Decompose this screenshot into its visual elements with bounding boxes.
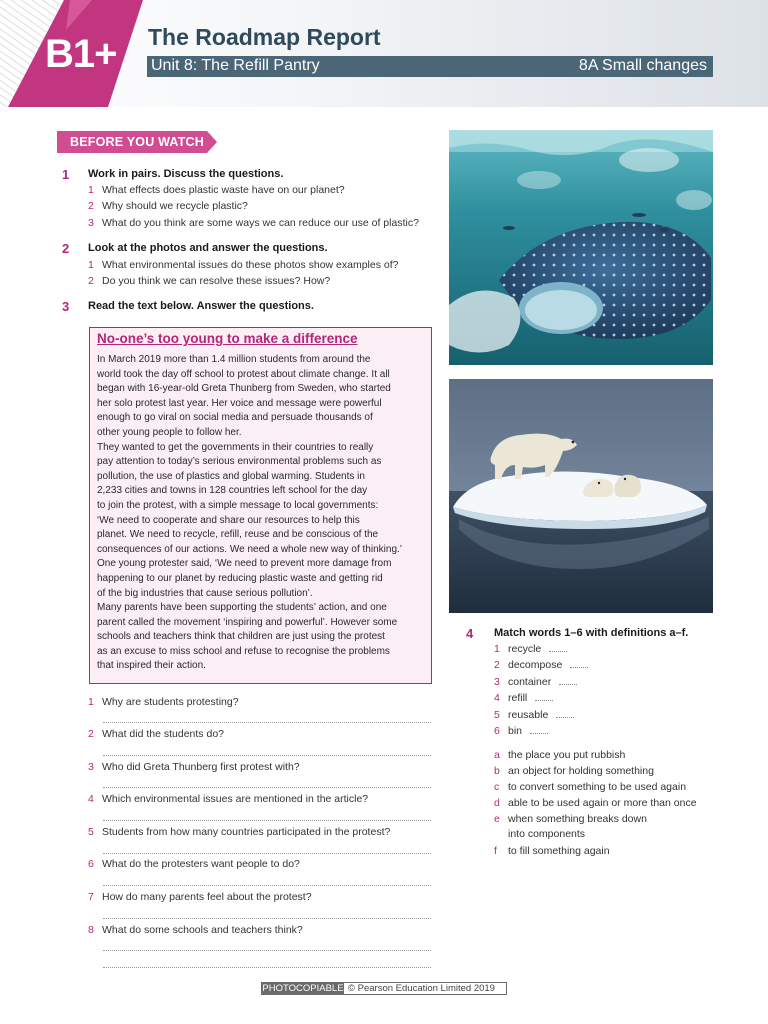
question-heading: Match words 1–6 with definitions a–f.	[494, 627, 689, 639]
definition-item-continued: into components	[508, 828, 586, 840]
answer-line[interactable]	[103, 722, 431, 723]
article-line: as an excuse to miss school and refuse to recognise the problems	[97, 645, 390, 657]
article-line: other young people to follow her.	[97, 426, 242, 438]
article-body	[97, 353, 427, 674]
comprehension-question: 7 How do many parents feel about the protest?	[88, 891, 312, 903]
article-line: of the big industries that cause serious pollution’.	[97, 587, 313, 599]
definition-item: b an object for holding something	[494, 765, 654, 777]
definition-item: d able to be used again or more than once	[494, 797, 697, 809]
page-title: The Roadmap Report	[148, 24, 381, 50]
question-number: 2	[62, 241, 70, 256]
unit-title: Unit 8: The Refill Pantry	[151, 57, 320, 74]
answer-line[interactable]	[103, 787, 431, 788]
question-heading: Read the text below. Answer the questions.	[88, 300, 314, 312]
article-line: Many parents have been supporting the students’ action, and one	[97, 602, 387, 614]
photocopiable-label: PHOTOCOPIABLE	[262, 983, 344, 994]
discussion-item: 3 What do you think are some ways we can reduce our use of plastic?	[88, 217, 419, 229]
article-line: planet. We need to recycle, refill, reuse and be conscious of the	[97, 529, 379, 541]
article-line: pay attention to today’s serious environmental problems such as	[97, 456, 382, 468]
article-line: her solo protest last year. Her voice and message were powerful	[97, 397, 382, 409]
answer-line[interactable]	[103, 853, 431, 854]
article-line: 2,233 cities and towns in 128 countries left school for the day	[97, 485, 368, 497]
match-blank[interactable]	[570, 660, 588, 668]
level-label: B1+	[45, 32, 117, 76]
comprehension-question: 4 Which environmental issues are mentioned in the article?	[88, 793, 369, 805]
match-blank[interactable]	[549, 644, 567, 652]
answer-line[interactable]	[103, 967, 431, 968]
discussion-item: 1 What environmental issues do these photos show examples of?	[88, 259, 399, 271]
question-number: 1	[62, 167, 70, 182]
comprehension-question: 1 Why are students protesting?	[88, 696, 239, 708]
definition-item: a the place you put rubbish	[494, 749, 626, 761]
comprehension-question: 8 What do some schools and teachers think?	[88, 924, 303, 936]
match-word: 1 recycle	[494, 643, 567, 655]
answer-line[interactable]	[103, 885, 431, 886]
section-tag	[57, 131, 217, 153]
unit-bar	[147, 56, 713, 77]
discussion-item: 1 What effects does plastic waste have on our planet?	[88, 184, 345, 196]
match-word: 2 decompose	[494, 659, 588, 671]
comprehension-question: 2 What did the students do?	[88, 728, 224, 740]
discussion-item: 2 Why should we recycle plastic?	[88, 200, 248, 212]
comprehension-question: 6 What do the protesters want people to do?	[88, 858, 300, 870]
match-blank[interactable]	[535, 693, 553, 701]
article-line: schools and teachers think that children are just using the protest	[97, 631, 385, 643]
definition-item: f to fill something again	[494, 845, 610, 857]
question-heading: Work in pairs. Discuss the questions.	[88, 168, 284, 180]
match-word: 3 container	[494, 676, 577, 688]
article-line: happening to our planet by reducing plastic waste and getting rid	[97, 572, 383, 584]
article-line: consequences of our actions. We need a whole new way of thinking.’	[97, 543, 402, 555]
article-line: One young protester said, ‘We need to prevent more damage from	[97, 558, 392, 570]
match-blank[interactable]	[530, 726, 548, 734]
question-heading: Look at the photos and answer the questions.	[88, 242, 328, 254]
whale-shark-photo	[449, 130, 713, 365]
definition-item: e when something breaks down	[494, 813, 647, 825]
article-title: No-one’s too young to make a difference	[97, 331, 358, 346]
article-line: enough to go viral on social media and persuade thousands of	[97, 412, 373, 424]
match-word: 5 reusable	[494, 709, 574, 721]
article-line: to join the protest, with a simple message to local governments:	[97, 499, 379, 511]
match-word: 6 bin	[494, 725, 548, 737]
article-box	[89, 327, 432, 684]
answer-line[interactable]	[103, 950, 431, 951]
article-line: In March 2019 more than 1.4 million students from around the	[97, 354, 371, 365]
comprehension-question: 3 Who did Greta Thunberg first protest with?	[88, 761, 300, 773]
polar-bears-photo	[449, 379, 713, 613]
article-line: ‘We need to cooperate and share our resources to help this	[97, 514, 360, 526]
article-line: pollution, the use of plastics and global warming. Students in	[97, 470, 365, 482]
article-line: world took the day off school to protest about climate change. It all	[97, 368, 390, 380]
answer-line[interactable]	[103, 820, 431, 821]
comprehension-question: 5 Students from how many countries participated in the protest?	[88, 826, 391, 838]
discussion-item: 2 Do you think we can resolve these issues? How?	[88, 275, 331, 287]
question-number: 3	[62, 299, 70, 314]
definition-item: c to convert something to be used again	[494, 781, 687, 793]
match-word: 4 refill	[494, 692, 553, 704]
article-line: that inspired their action.	[97, 660, 206, 672]
article-line: parent called the movement ‘inspiring and powerful’. However some	[97, 616, 398, 628]
answer-line[interactable]	[103, 755, 431, 756]
section-label: BEFORE YOU WATCH	[70, 135, 204, 149]
match-blank[interactable]	[556, 710, 574, 718]
question-number: 4	[466, 626, 474, 641]
article-line: began with 16-year-old Greta Thunberg from Sweden, who started	[97, 383, 391, 395]
page-footer	[261, 982, 507, 995]
match-blank[interactable]	[559, 677, 577, 685]
lesson-title: 8A Small changes	[578, 57, 707, 74]
answer-line[interactable]	[103, 918, 431, 919]
copyright-text: © Pearson Education Limited 2019	[348, 983, 495, 994]
article-line: They wanted to get the governments in their countries to really	[97, 441, 374, 453]
